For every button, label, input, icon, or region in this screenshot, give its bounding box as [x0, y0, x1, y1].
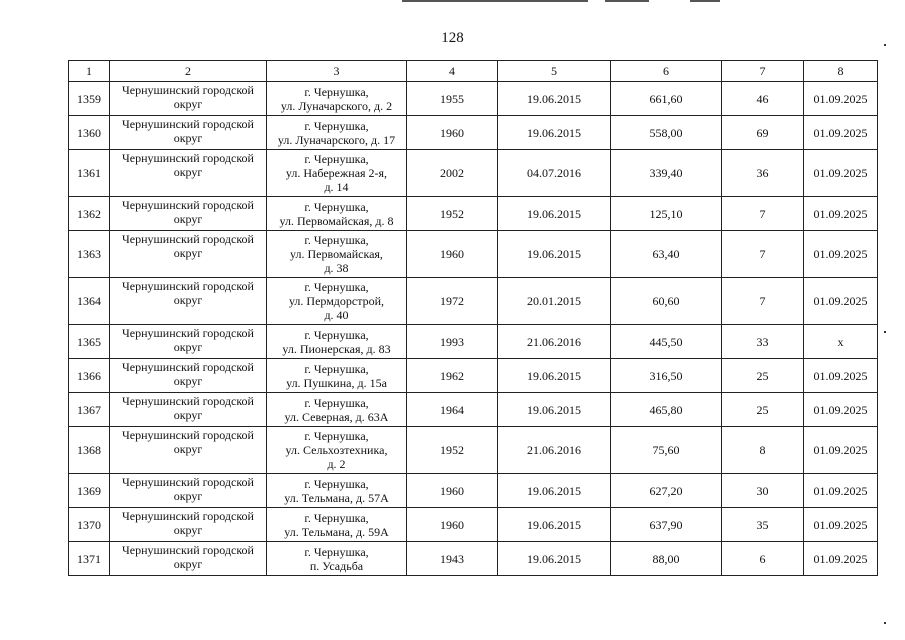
build-year-cell: 2002 — [407, 150, 498, 197]
area-cell: 316,50 — [611, 359, 722, 393]
deadline-cell: х — [804, 325, 878, 359]
row-number-cell: 1360 — [69, 116, 110, 150]
column-header: 3 — [267, 61, 407, 82]
date-cell: 19.06.2015 — [498, 359, 611, 393]
scan-speck — [884, 331, 886, 333]
table-row — [69, 359, 878, 393]
area-cell: 558,00 — [611, 116, 722, 150]
date-cell: 19.06.2015 — [498, 542, 611, 576]
page-number: 128 — [441, 30, 464, 46]
housing-registry-table — [68, 60, 878, 576]
address-cell — [267, 325, 407, 359]
address-line: п. Усадьба — [309, 558, 364, 573]
address-line: ул. Первомайская, д. 8 — [279, 213, 394, 228]
page-top-edge-lines — [0, 0, 905, 4]
municipality-cell: Чернушинский городской округ — [110, 508, 267, 542]
build-year-cell: 1960 — [407, 508, 498, 542]
municipality-cell: Чернушинский городской округ — [110, 231, 267, 278]
area-cell: 445,50 — [611, 325, 722, 359]
date-cell: 19.06.2015 — [498, 116, 611, 150]
table-row — [69, 325, 878, 359]
column-header: 6 — [611, 61, 722, 82]
build-year-cell: 1962 — [407, 359, 498, 393]
row-number-cell: 1364 — [69, 278, 110, 325]
count-cell: 8 — [722, 427, 804, 474]
address-line: ул. Луначарского, д. 2 — [280, 98, 393, 113]
address-line: г. Чернушка, — [304, 395, 369, 410]
build-year-cell: 1952 — [407, 427, 498, 474]
area-cell: 637,90 — [611, 508, 722, 542]
address-line: г. Чернушка, — [304, 510, 369, 525]
table-row — [69, 427, 878, 474]
build-year-cell: 1960 — [407, 231, 498, 278]
row-number-cell: 1370 — [69, 508, 110, 542]
count-cell: 69 — [722, 116, 804, 150]
address-line: г. Чернушка, — [304, 327, 369, 342]
area-cell: 125,10 — [611, 197, 722, 231]
address-line: г. Чернушка, — [304, 429, 369, 443]
deadline-cell: 01.09.2025 — [804, 393, 878, 427]
table-row — [69, 150, 878, 197]
address-line: д. 2 — [327, 457, 346, 471]
column-number-header-row — [69, 61, 878, 82]
count-cell: 7 — [722, 197, 804, 231]
address-line: д. 14 — [324, 180, 349, 194]
table-row — [69, 278, 878, 325]
table-row — [69, 474, 878, 508]
address-cell — [267, 427, 407, 474]
deadline-cell: 01.09.2025 — [804, 427, 878, 474]
column-header: 7 — [722, 61, 804, 82]
address-line: ул. Тельмана, д. 57А — [284, 490, 389, 505]
area-cell: 63,40 — [611, 231, 722, 278]
deadline-cell: 01.09.2025 — [804, 82, 878, 116]
column-header: 2 — [110, 61, 267, 82]
address-cell — [267, 474, 407, 508]
municipality-cell: Чернушинский городской округ — [110, 359, 267, 393]
address-line: ул. Северная, д. 63А — [284, 409, 389, 424]
address-line: ул. Первомайская, — [290, 247, 383, 261]
address-line: ул. Сельхозтехника, — [285, 443, 388, 457]
row-number-cell: 1369 — [69, 474, 110, 508]
address-cell — [267, 508, 407, 542]
municipality-cell: Чернушинский городской округ — [110, 278, 267, 325]
table-row — [69, 197, 878, 231]
address-line: г. Чернушка, — [304, 84, 369, 99]
address-cell — [267, 359, 407, 393]
area-cell: 75,60 — [611, 427, 722, 474]
row-number-cell: 1362 — [69, 197, 110, 231]
area-cell: 88,00 — [611, 542, 722, 576]
area-cell: 661,60 — [611, 82, 722, 116]
table-row — [69, 542, 878, 576]
build-year-cell: 1993 — [407, 325, 498, 359]
deadline-cell: 01.09.2025 — [804, 116, 878, 150]
address-line: ул. Пермдорстрой, — [288, 294, 385, 308]
deadline-cell: 01.09.2025 — [804, 278, 878, 325]
date-cell: 19.06.2015 — [498, 197, 611, 231]
date-cell: 19.06.2015 — [498, 474, 611, 508]
municipality-cell: Чернушинский городской округ — [110, 82, 267, 116]
count-cell: 7 — [722, 231, 804, 278]
build-year-cell: 1960 — [407, 116, 498, 150]
address-line: д. 40 — [324, 308, 349, 322]
build-year-cell: 1964 — [407, 393, 498, 427]
deadline-cell: 01.09.2025 — [804, 197, 878, 231]
area-cell: 60,60 — [611, 278, 722, 325]
build-year-cell: 1955 — [407, 82, 498, 116]
date-cell: 19.06.2015 — [498, 231, 611, 278]
table-row — [69, 393, 878, 427]
address-cell — [267, 278, 407, 325]
municipality-cell: Чернушинский городской округ — [110, 116, 267, 150]
address-line: ул. Пушкина, д. 15а — [286, 375, 387, 390]
count-cell: 25 — [722, 393, 804, 427]
date-cell: 21.06.2016 — [498, 427, 611, 474]
date-cell: 20.01.2015 — [498, 278, 611, 325]
count-cell: 35 — [722, 508, 804, 542]
area-cell: 465,80 — [611, 393, 722, 427]
date-cell: 19.06.2015 — [498, 82, 611, 116]
row-number-cell: 1367 — [69, 393, 110, 427]
area-cell: 627,20 — [611, 474, 722, 508]
address-line: г. Чернушка, — [304, 361, 369, 376]
row-number-cell: 1371 — [69, 542, 110, 576]
address-cell — [267, 231, 407, 278]
row-number-cell: 1365 — [69, 325, 110, 359]
address-line: д. 38 — [324, 261, 349, 275]
table-row — [69, 116, 878, 150]
count-cell: 33 — [722, 325, 804, 359]
address-cell — [267, 82, 407, 116]
deadline-cell: 01.09.2025 — [804, 542, 878, 576]
municipality-cell: Чернушинский городской округ — [110, 393, 267, 427]
municipality-cell: Чернушинский городской округ — [110, 542, 267, 576]
column-header: 1 — [69, 61, 110, 82]
area-cell: 339,40 — [611, 150, 722, 197]
column-header: 8 — [804, 61, 878, 82]
municipality-cell: Чернушинский городской округ — [110, 474, 267, 508]
date-cell: 21.06.2016 — [498, 325, 611, 359]
count-cell: 25 — [722, 359, 804, 393]
address-line: г. Чернушка, — [304, 118, 369, 133]
address-line: г. Чернушка, — [304, 233, 369, 247]
municipality-cell: Чернушинский городской округ — [110, 197, 267, 231]
count-cell: 36 — [722, 150, 804, 197]
municipality-cell: Чернушинский городской округ — [110, 325, 267, 359]
table-row — [69, 508, 878, 542]
address-line: ул. Тельмана, д. 59А — [284, 524, 389, 539]
deadline-cell: 01.09.2025 — [804, 359, 878, 393]
build-year-cell: 1952 — [407, 197, 498, 231]
municipality-cell: Чернушинский городской округ — [110, 150, 267, 197]
build-year-cell: 1943 — [407, 542, 498, 576]
deadline-cell: 01.09.2025 — [804, 150, 878, 197]
date-cell: 04.07.2016 — [498, 150, 611, 197]
row-number-cell: 1366 — [69, 359, 110, 393]
deadline-cell: 01.09.2025 — [804, 474, 878, 508]
row-number-cell: 1368 — [69, 427, 110, 474]
address-line: г. Чернушка, — [304, 280, 369, 294]
municipality-cell: Чернушинский городской округ — [110, 427, 267, 474]
address-cell — [267, 197, 407, 231]
build-year-cell: 1960 — [407, 474, 498, 508]
deadline-cell: 01.09.2025 — [804, 508, 878, 542]
count-cell: 7 — [722, 278, 804, 325]
address-line: г. Чернушка, — [304, 476, 369, 491]
table-row — [69, 82, 878, 116]
row-number-cell: 1361 — [69, 150, 110, 197]
address-cell — [267, 542, 407, 576]
scan-speck — [884, 44, 886, 46]
address-cell — [267, 116, 407, 150]
date-cell: 19.06.2015 — [498, 393, 611, 427]
count-cell: 6 — [722, 542, 804, 576]
table-row — [69, 231, 878, 278]
scan-speck — [884, 622, 886, 624]
date-cell: 19.06.2015 — [498, 508, 611, 542]
address-line: ул. Набережная 2-я, — [285, 166, 388, 180]
row-number-cell: 1363 — [69, 231, 110, 278]
address-line: ул. Пионерская, д. 83 — [282, 341, 391, 356]
address-line: г. Чернушка, — [304, 544, 369, 559]
build-year-cell: 1972 — [407, 278, 498, 325]
column-header: 5 — [498, 61, 611, 82]
address-cell — [267, 393, 407, 427]
count-cell: 46 — [722, 82, 804, 116]
address-line: ул. Луначарского, д. 17 — [277, 132, 396, 147]
deadline-cell: 01.09.2025 — [804, 231, 878, 278]
count-cell: 30 — [722, 474, 804, 508]
address-cell — [267, 150, 407, 197]
address-line: г. Чернушка, — [304, 199, 369, 214]
address-line: г. Чернушка, — [304, 152, 369, 166]
row-number-cell: 1359 — [69, 82, 110, 116]
column-header: 4 — [407, 61, 498, 82]
